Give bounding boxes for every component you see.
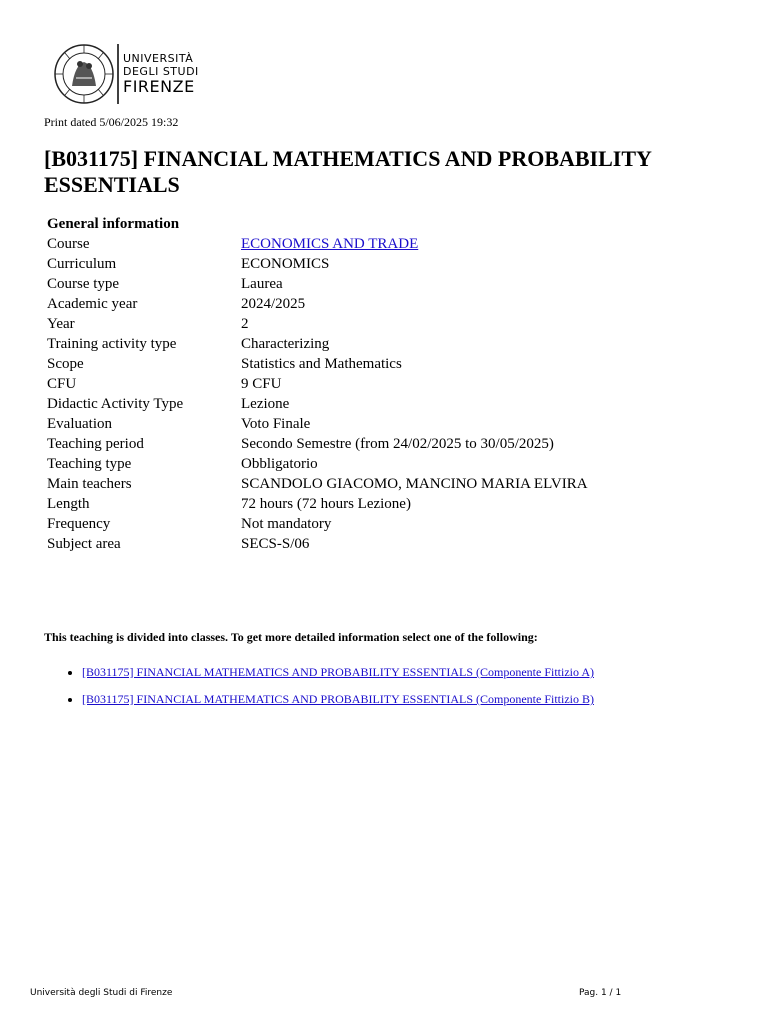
info-label: Course — [47, 236, 90, 252]
class-list — [64, 665, 594, 719]
info-row-teaching-type — [44, 454, 591, 474]
info-label: Curriculum — [47, 256, 117, 272]
general-info-heading-row — [44, 214, 591, 234]
info-row-evaluation — [44, 414, 591, 434]
info-row-frequency — [44, 514, 591, 534]
page-title: [B031175] FINANCIAL MATHEMATICS AND PROBABILITY ESSENTIALS — [44, 146, 652, 197]
info-label: Course type — [47, 276, 120, 292]
info-row-training-activity-type — [44, 334, 591, 354]
info-label: Scope — [47, 356, 84, 372]
info-label: Training activity type — [47, 336, 177, 352]
info-label: Subject area — [47, 536, 121, 552]
info-value — [238, 234, 591, 254]
general-info-table — [44, 214, 591, 554]
info-value: Statistics and Mathematics — [241, 356, 402, 372]
info-row-course — [44, 234, 591, 254]
info-value: Lezione — [241, 396, 290, 412]
print-date: Print dated 5/06/2025 19:32 — [44, 115, 179, 129]
info-label: CFU — [47, 376, 77, 392]
list-item — [82, 692, 594, 706]
info-value: 2024/2025 — [241, 296, 306, 312]
footer-page-number: Pag. 1 / 1 — [579, 988, 622, 998]
info-row-teaching-period — [44, 434, 591, 454]
info-value: 72 hours (72 hours Lezione) — [241, 496, 411, 512]
course-link[interactable]: ECONOMICS AND TRADE — [241, 236, 419, 252]
info-value: ECONOMICS — [241, 256, 330, 272]
info-value: Obbligatorio — [241, 456, 318, 472]
info-row-academic-year — [44, 294, 591, 314]
info-value: Not mandatory — [241, 516, 332, 532]
info-label: Academic year — [47, 296, 138, 312]
info-row-subject-area — [44, 534, 591, 554]
info-value: SECS-S/06 — [241, 536, 310, 552]
info-label: Didactic Activity Type — [47, 396, 184, 412]
info-row-curriculum — [44, 254, 591, 274]
info-label: Year — [47, 316, 75, 332]
info-value: 2 — [241, 316, 249, 332]
university-logo — [52, 42, 202, 106]
general-info-heading: General information — [47, 216, 180, 232]
info-value: Secondo Semestre (from 24/02/2025 to 30/05/2025) — [241, 436, 554, 452]
info-value: 9 CFU — [241, 376, 282, 392]
info-label: Teaching period — [47, 436, 144, 452]
logo-line1: UNIVERSITÀ — [123, 52, 194, 65]
info-value: Voto Finale — [241, 416, 311, 432]
info-row-cfu — [44, 374, 591, 394]
footer-university: Università degli Studi di Firenze — [30, 988, 173, 998]
university-seal-icon — [52, 42, 202, 106]
list-item — [82, 665, 594, 679]
info-row-scope — [44, 354, 591, 374]
division-note: This teaching is divided into classes. To get more detailed information select one of the following: — [44, 630, 538, 644]
info-label: Teaching type — [47, 456, 132, 472]
info-label: Main teachers — [47, 476, 132, 492]
info-value: SCANDOLO GIACOMO, MANCINO MARIA ELVIRA — [241, 476, 588, 492]
class-link-b[interactable]: [B031175] FINANCIAL MATHEMATICS AND PROBABILITY ESSENTIALS (Componente Fittizio B) — [82, 692, 594, 706]
info-label: Frequency — [47, 516, 111, 532]
info-label: Length — [47, 496, 90, 512]
info-value: Characterizing — [241, 336, 330, 352]
info-row-course-type — [44, 274, 591, 294]
info-label: Evaluation — [47, 416, 112, 432]
info-row-length — [44, 494, 591, 514]
info-row-main-teachers — [44, 474, 591, 494]
logo-line3: FIRENZE — [123, 77, 195, 96]
info-row-didactic-activity-type — [44, 394, 591, 414]
info-row-year — [44, 314, 591, 334]
info-value: Laurea — [241, 276, 283, 292]
logo-line2: DEGLI STUDI — [123, 65, 199, 78]
class-link-a[interactable]: [B031175] FINANCIAL MATHEMATICS AND PROBABILITY ESSENTIALS (Componente Fittizio A) — [82, 665, 594, 679]
